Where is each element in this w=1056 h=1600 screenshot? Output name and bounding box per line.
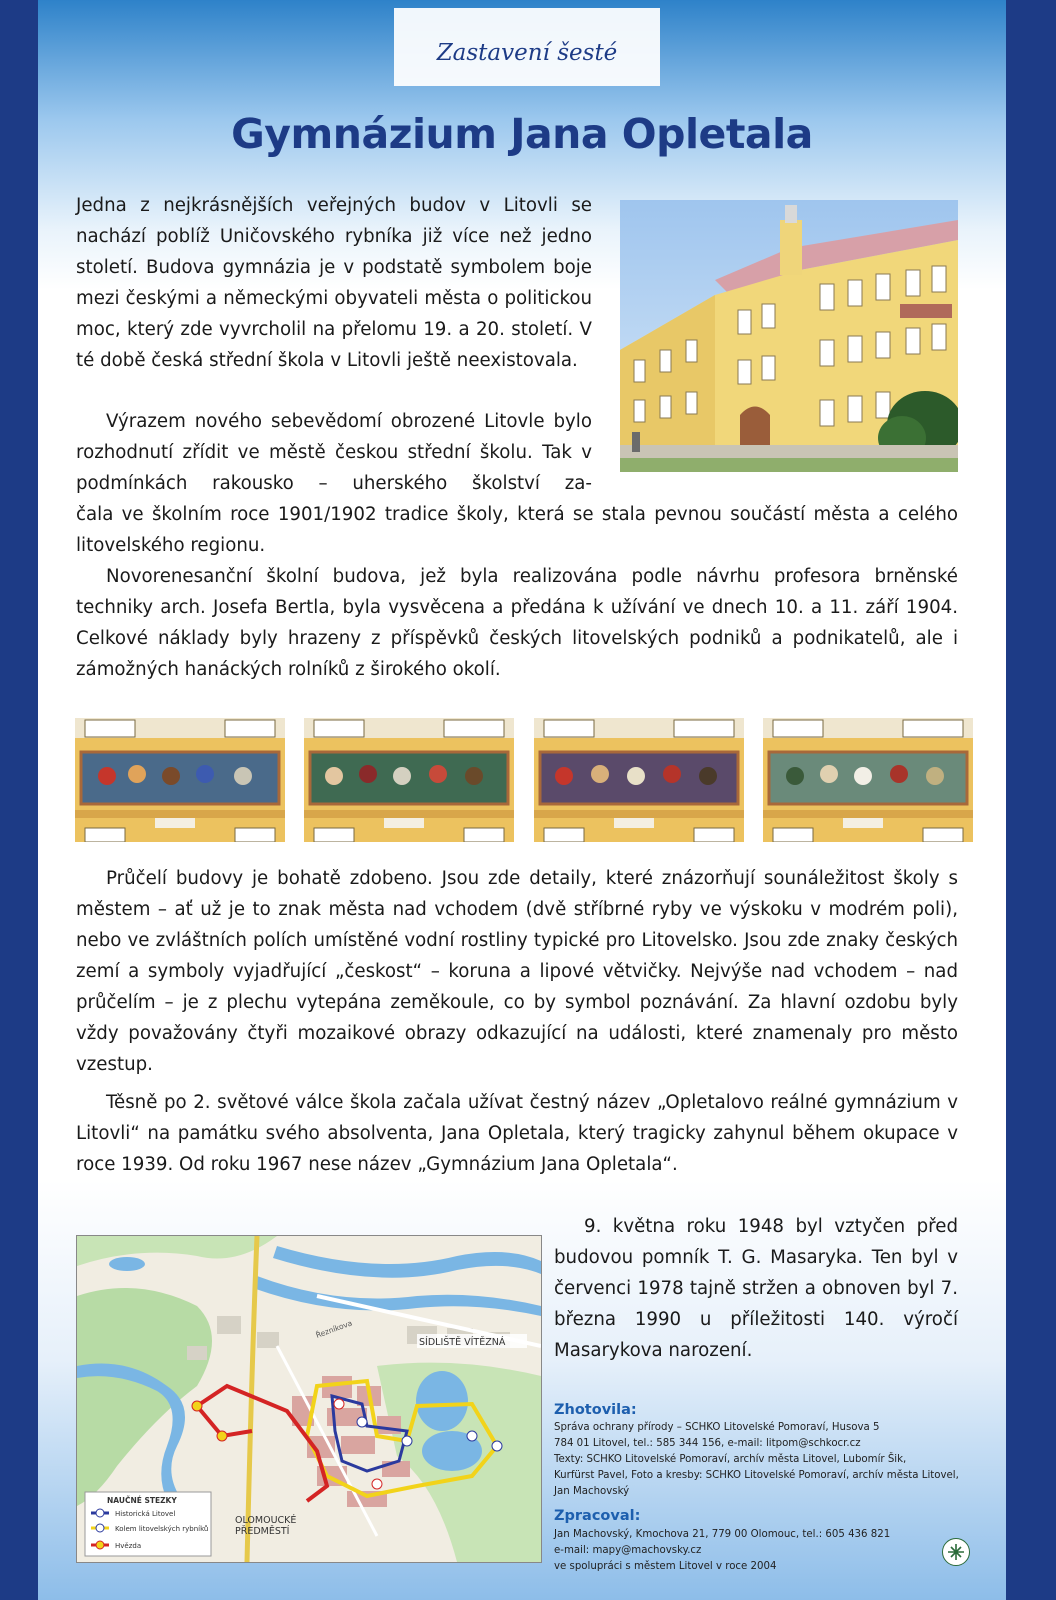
map-label-olomoucke-2: PŘEDMĚSTÍ bbox=[235, 1526, 290, 1537]
credits-processed-heading: Zpracoval: bbox=[554, 1508, 641, 1524]
credits-made-heading: Zhotovila: bbox=[554, 1402, 637, 1418]
credits-made-line-3: Texty: SCHKO Litovelské Pomoraví, archív města Litovel, Lubomír Šik, bbox=[554, 1454, 907, 1465]
credits-processed-line-1: Jan Machovský, Kmochova 21, 779 00 Olomouc, tel.: 605 436 821 bbox=[554, 1529, 891, 1540]
map-legend-item-hvezda: Hvězda bbox=[115, 1542, 142, 1550]
panel bbox=[38, 0, 1006, 1600]
map-legend-item-rybniky: Kolem litovelských rybníků bbox=[115, 1525, 209, 1533]
mosaic-photo-2 bbox=[304, 718, 514, 842]
credits-made-line-4: Kurfürst Pavel, Foto a kresby: SCHKO Litovelské Pomoraví, archív města Litovel, bbox=[554, 1470, 959, 1481]
credits-made-line-1: Správa ochrany přírody – SCHKO Litovelské Pomoraví, Husova 5 bbox=[554, 1422, 880, 1433]
paragraph-new-school-decision: Výrazem nového sebevědomí obrozené Litovle bylo rozhodnutí zřídit ve městě českou střední školu. Tak v podmínkách rakousko – uherského školství za- bbox=[76, 411, 592, 494]
trail-map bbox=[76, 1235, 542, 1563]
mosaic-photo-4 bbox=[763, 718, 973, 842]
mosaic-photo-1 bbox=[75, 718, 285, 842]
paragraph-new-school-continued: čala ve školním roce 1901/1902 tradice školy, která se stala pevnou součástí města a celého litovelského regionu. bbox=[76, 504, 958, 556]
credits-made-line-2: 784 01 Litovel, tel.: 585 344 156, e-mail: litpom@schkocr.cz bbox=[554, 1438, 861, 1449]
credits-processed-line-3: ve spolupráci s městem Litovel v roce 2004 bbox=[554, 1561, 777, 1572]
map-legend-item-historicka: Historická Litovel bbox=[115, 1510, 176, 1518]
paragraph-school-name: Těsně po 2. světové válce škola začala užívat čestný název „Opletalovo reálné gymnázium v Litovli“ na památku svého absolventa, Jana Opletala, který tragicky zahynul během okupace v roce 1939. Od roku 1967 nese název „Gymnázium Jana Opletala“. bbox=[76, 1092, 958, 1175]
mosaic-photo-3 bbox=[534, 718, 744, 842]
machovsky-logo bbox=[942, 1538, 970, 1566]
section-label: Zastavení šesté bbox=[436, 40, 618, 66]
map-label-sidliste: SÍDLIŠTĚ VÍTĚZNÁ bbox=[419, 1337, 506, 1348]
paragraph-masaryk-monument: 9. května roku 1948 byl vztyčen před budovou pomník T. G. Masaryka. Ten byl v červenci 1978 tajně stržen a obnoven byl 7. března 1990 u příležitosti 140. výročí Masarykova narození. bbox=[554, 1216, 958, 1361]
page-title: Gymnázium Jana Opletala bbox=[231, 110, 813, 158]
paragraph-facade-decoration: Průčelí budovy je bohatě zdobeno. Jsou zde detaily, které znázorňují sounáležitost školy s městem – ať už je to znak města nad vchodem (dvě stříbrné ryby ve výskoku v modrém poli), nebo ve zvláštních polích umístěné vodní rostliny typické pro Litovelsko. Jsou zde znaky českých zemí a symboly vyjadřující „českost“ – koruna a lipové větvičky. Nejvýše nad vchodem – nad průčelím – je z plechu vytepána zeměkoule, co by symbol poznávání. Za hlavní ozdobu byly vždy považovány čtyři mozaikové obrazy odkazující na události, které znamenaly pro město vzestup. bbox=[76, 868, 958, 1075]
credits-processed-line-2: e-mail: mapy@machovsky.cz bbox=[554, 1545, 702, 1556]
credits-made-line-5: Jan Machovský bbox=[554, 1486, 630, 1497]
map-label-street: Řezníkova bbox=[314, 1318, 354, 1340]
school-building-photo bbox=[620, 200, 958, 472]
map-label-olomoucke-1: OLOMOUCKÉ bbox=[235, 1515, 297, 1526]
paragraph-building-design: Novorenesanční školní budova, jež byla realizována podle návrhu profesora brněnské techniky arch. Josefa Bertla, byla vysvěcena a předána k užívání ve dnech 10. a 11. září 1904. Celkové náklady byly hrazeny z příspěvků českých litovelských podniků a podnikatelů, ale i zámožných hanáckých rolníků z širokého okolí. bbox=[76, 566, 958, 680]
map-legend-title: NAUČNÉ STEZKY bbox=[107, 1496, 177, 1505]
paragraph-history-intro: Jedna z nejkrásnějších veřejných budov v Litovli se nachází poblíž Uničovského rybníka již více než jedno století. Budova gymnázia je v podstatě symbolem boje mezi českými a německými obyvateli města o politickou moc, který zde vyvrcholil na přelomu 19. a 20. století. V té době česká střední škola v Litovli ještě neexistovala. bbox=[76, 195, 592, 371]
